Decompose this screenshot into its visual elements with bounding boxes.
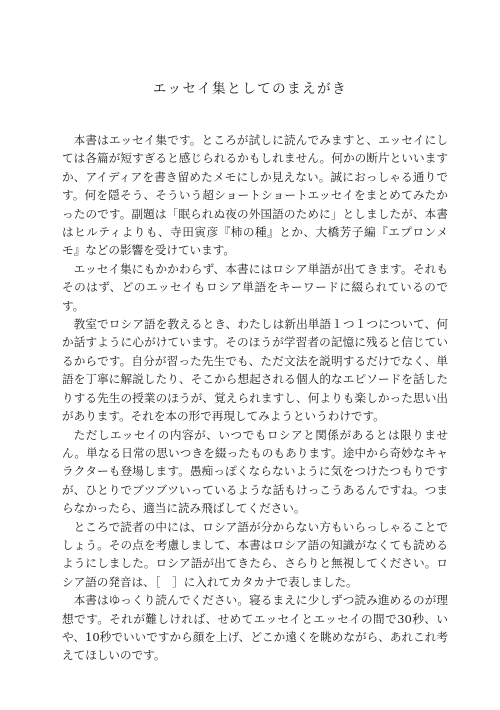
body-text bbox=[62, 131, 448, 665]
paragraph: ただしエッセイの内容が、いつでもロシアと関係があるとは限りません。単なる日常の思いつきを綴ったものもあります。途中から奇妙なキャラクターも登場します。愚痴っぽくならないように気をつけたつもりですが、ひとりでブツブツいっているような話もけっこうあるんですね。つまらなかったら、適当に読み飛ばしてください。 bbox=[62, 427, 448, 516]
paragraph: エッセイ集にもかかわらず、本書にはロシア単語が出てきます。それもそのはず、どのエッセイもロシア単語をキーワードに綴られているのです。 bbox=[62, 261, 448, 313]
paragraph: 本書はエッセイ集です。ところが試しに読んでみますと、エッセイにしては各篇が短すぎると感じられるかもしれません。何かの断片といいますか、アイディアを書き留めたメモにしか見えない。誠におっしゃる通りです。何を隠そう、そういう超ショートショートエッセイをまとめてみたかったのです。副題は「眠られぬ夜の外国語のために」としましたが、本書はヒルティよりも、寺田寅彦『柿の種』とか、大橋芳子編『エプロンメモ』などの影響を受けています。 bbox=[62, 133, 448, 258]
page-title: エッセイ集としてのまえがき bbox=[152, 81, 348, 97]
paragraph: 教室でロシア語を教えるとき、わたしは新出単語１つ１つについて、何か話すように心がけています。そのほうが学習者の記憶に残ると信じているからです。自分が習った先生でも、ただ文法を説明するだけでなく、単語を丁寧に解説したり、そこから想起される個人的なエピソードを話したりする先生の授業のほうが、覚えられますし、何よりも楽しかった思い出があります。それを本の形で再現してみようというわけです。 bbox=[62, 317, 448, 424]
paragraph: ところで読者の中には、ロシア語が分からない方もいらっしゃることでしょう。その点を考慮しまして、本書はロシア語の知識がなくても読めるようにしました。ロシア語が出てきたら、さらりと無視してください。ロシア語の発音は、［ ］に入れてカタカナで表しました。 bbox=[62, 519, 448, 589]
paragraph: 本書はゆっくり読んでください。寝るまえに少しずつ読み進めるのが理想です。それが難しければ、せめてエッセイとエッセイの間で30秒、いや、10秒でいいですから顔を上げ、どこか遠くを眺めながら、あれこれ考えてほしいのです。 bbox=[62, 593, 448, 663]
